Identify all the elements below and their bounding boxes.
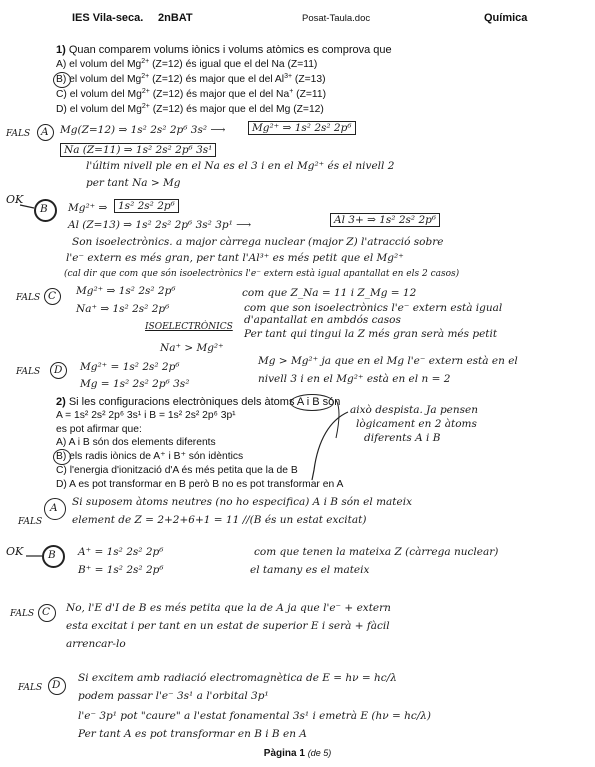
q2-note-3: diferents A i B (364, 432, 441, 444)
header-school: IES Vila-seca. (72, 12, 144, 24)
q1b-verdict: OK (6, 193, 24, 206)
q2-number: 2) (56, 396, 66, 408)
q2c-letter: C (42, 606, 51, 618)
q2-stem-text: Si les configuracions electròniques dels àtoms A i B són (68, 396, 341, 408)
q1d-verdict: FALS (16, 367, 41, 377)
q1a-verdict: FALS (6, 129, 31, 139)
q2-note-2: lògicament en 2 àtoms (356, 418, 477, 430)
q1b-mg: Mg²⁺ ⇒ (68, 202, 108, 214)
q1a-mg-ion-box: Mg²⁺ ⇒ 1s² 2s² 2p⁶ (248, 121, 356, 135)
q2b-verdict: OK (6, 545, 24, 558)
header-course: 2nBAT (158, 12, 193, 24)
q1c-mg: Mg²⁺ ⇒ 1s² 2s² 2p⁶ (76, 285, 176, 297)
q1b-explain-2: l'e⁻ extern es més gran, per tant l'Al³⁺ es més petit que el Mg²⁺ (66, 252, 404, 264)
q1d-letter: D (54, 364, 63, 376)
q2c-explain-2: esta excitat i per tant en un estat de superior E i serà + fàcil (66, 620, 390, 632)
q2c-explain-1: No, l'E d'I de B es més petita que la de A ja que l'e⁻ + extern (66, 602, 391, 614)
q1a-explain-2: per tant Na > Mg (86, 177, 181, 189)
q1c-reason-1: com que Z_Na = 11 i Z_Mg = 12 (242, 287, 417, 299)
q2c-verdict: FALS (10, 609, 35, 619)
page-number: Pàgina 1 (263, 748, 305, 759)
q1-stem-text: Quan comparem volums iònics i volums atòmics es comprova que (68, 44, 392, 56)
q1-option-b: B) el volum del $Mg^{2+}$ (Z=12) és major que el del $Al^{3+}$ (Z=13) (56, 73, 326, 85)
q2-option-d: D) A es pot transformar en B però B no es pot transformar en A (56, 479, 344, 490)
q1d-reason-1: Mg > Mg²⁺ ja que en el Mg l'e⁻ extern està en el (258, 355, 518, 367)
q1c-na: Na⁺ ⇒ 1s² 2s² 2p⁶ (76, 303, 170, 315)
q2b-a-ion: A⁺ = 1s² 2s² 2p⁶ (78, 546, 164, 558)
q2-option-c: C) l'energia d'ionització d'A és més petita que la de B (56, 465, 298, 476)
q1c-letter: C (48, 290, 57, 302)
q1b-al-box: Al 3+ ⇒ 1s² 2s² 2p⁶ (330, 213, 440, 227)
q1c-reason-2: com que son isoelectrònics l'e⁻ extern està igual (244, 302, 503, 314)
q1a-letter: A (41, 126, 49, 138)
page-footer (0, 748, 595, 759)
q2d-explain-3: l'e⁻ 3p¹ pot "caure" a l'estat fonamental 3s¹ i emetrà E (hν = hc/λ) (78, 710, 432, 722)
q1c-reason-3: d'apantallat en ambdós casos (244, 314, 401, 326)
q2b-reason-1: com que tenen la mateixa Z (càrrega nuclear) (254, 546, 499, 558)
q2b-letter: B (48, 549, 56, 561)
q1-option-c: C) el volum del $Mg^{2+}$ (Z=12) és major que el del Na+ (Z=11) (56, 88, 327, 100)
q2c-explain-3: arrencar-lo (66, 638, 126, 650)
q2a-explain-1: Si suposem àtoms neutres (no ho especifica) A i B són el mateix (72, 496, 412, 508)
q1c-verdict: FALS (16, 293, 41, 303)
q1c-iso: ISOELECTRÒNICS (145, 322, 233, 332)
q2d-letter: D (52, 679, 61, 691)
q1-option-d: D) el volum del $Mg^{2+}$ (Z=12) és major que el del Mg (Z=12) (56, 103, 324, 115)
q1c-reason-4: Per tant qui tingui la Z més gran serà més petit (244, 328, 498, 340)
q2d-explain-2: podem passar l'e⁻ 3s¹ a l'orbital 3p¹ (78, 690, 269, 702)
q1d-reason-2: nivell 3 i en el Mg²⁺ està en el n = 2 (258, 373, 451, 385)
q2-note-arrow (312, 412, 348, 480)
q2-option-a: A) A i B són dos elements diferents (56, 437, 216, 448)
q2d-verdict: FALS (18, 683, 43, 693)
q2-note-1: això despista. Ja pensen (350, 404, 479, 416)
q2a-letter: A (50, 502, 58, 514)
q1d-mg-ion: Mg²⁺ = 1s² 2s² 2p⁶ (80, 361, 180, 373)
q1c-result: Na⁺ > Mg²⁺ (160, 342, 224, 354)
q1-number: 1) (56, 44, 66, 56)
q1b-letter: B (40, 203, 48, 215)
q1b-ok-arrow (20, 205, 34, 208)
q1d-mg: Mg = 1s² 2s² 2p⁶ 3s² (80, 378, 190, 390)
q2b-reason-2: el tamany es el mateix (250, 564, 370, 576)
header-file: Posat-Taula.doc (302, 13, 371, 24)
q1a-mg-config: Mg(Z=12) ⇒ 1s² 2s² 2p⁶ 3s² ⟶ (60, 124, 226, 136)
q2d-explain-4: Per tant A es pot transformar en B i B en A (78, 728, 307, 740)
q2a-verdict: FALS (18, 517, 43, 527)
header-subject: Química (484, 12, 528, 24)
q2a-explain-2: element de Z = 2+2+6+1 = 11 //(B és un estat excitat) (72, 514, 367, 526)
page-total: (de 5) (307, 748, 332, 758)
q1b-al: Al (Z=13) ⇒ 1s² 2s² 2p⁶ 3s² 3p¹ ⟶ (68, 219, 252, 231)
q1a-explain-1: l'últim nivell ple en el Na es el 3 i en el Mg²⁺ és el nivell 2 (86, 160, 395, 172)
q1b-explain-3: (cal dir que com que són isoelectrònics l'e⁻ extern està igual apantallat en els 2 casos) (64, 269, 460, 279)
q2-ask: es pot afirmar que: (56, 424, 142, 435)
q2-config: A = 1s² 2s² 2p⁶ 3s¹ i B = 1s² 2s² 2p⁶ 3p¹ (56, 410, 236, 421)
q2d-explain-1: Si excitem amb radiació electromagnètica de E = hν = hc/λ (78, 672, 397, 684)
q1a-na-box: Na (Z=11) ⇒ 1s² 2s² 2p⁶ 3s¹ (60, 143, 216, 157)
q1-option-a: A) el volum del $Mg^{2+}$ (Z=12) és igual que el del Na (Z=11) (56, 58, 318, 70)
q1b-explain-1: Son isoelectrònics. a major càrrega nuclear (major Z) l'atracció sobre (72, 236, 444, 248)
q1b-mg-box: 1s² 2s² 2p⁶ (114, 199, 179, 213)
q2-option-b: B) els radis iònics de A⁺ i B⁺ són idèntics (56, 451, 244, 462)
q2b-b-ion: B⁺ = 1s² 2s² 2p⁶ (78, 564, 164, 576)
